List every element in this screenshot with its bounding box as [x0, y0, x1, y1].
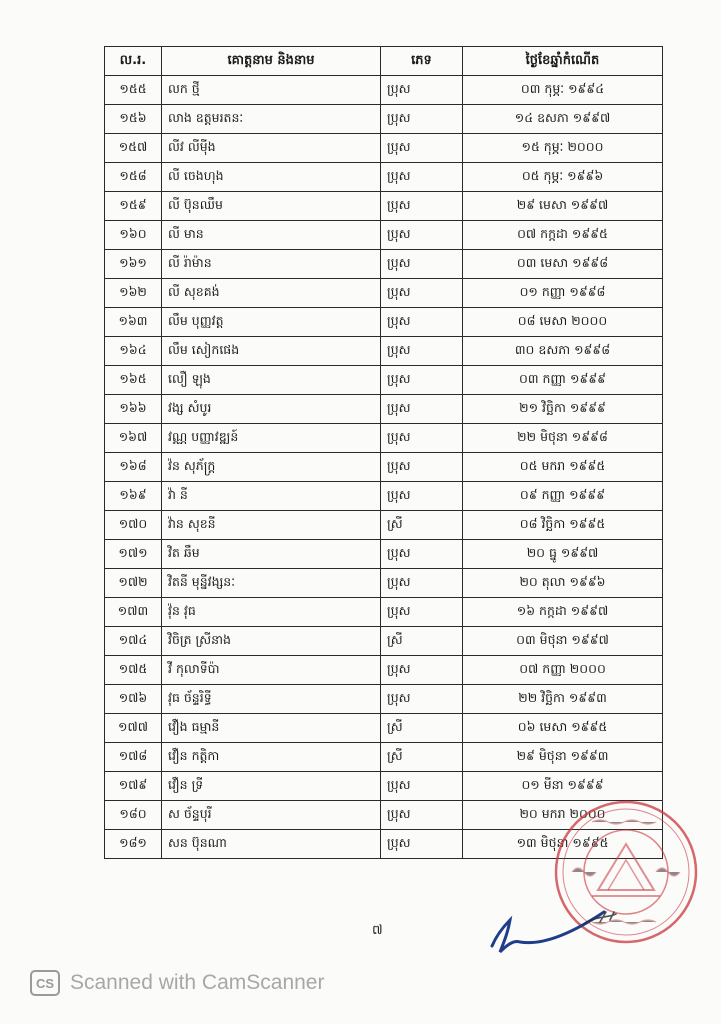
- student-name: លឿ ឡុង: [162, 366, 381, 395]
- table-row: [105, 163, 663, 192]
- student-birthdate: ០១ កញ្ញា ១៩៩៨: [463, 279, 663, 308]
- row-number: ១៦៥: [105, 366, 162, 395]
- row-number: ១៥៩: [105, 192, 162, 221]
- student-sex: ប្រុស: [381, 337, 463, 366]
- row-number: ១៦៩: [105, 482, 162, 511]
- row-number: ១៧៨: [105, 743, 162, 772]
- student-birthdate: ០៣ កញ្ញា ១៩៩៩: [463, 366, 663, 395]
- student-name: លីវ លីម៉ីង: [162, 134, 381, 163]
- row-number: ១៧១: [105, 540, 162, 569]
- student-birthdate: ០៨ មេសា ២០០០: [463, 308, 663, 337]
- column-header-name: គោត្តនាម និងនាម: [162, 47, 381, 76]
- row-number: ១៦៣: [105, 308, 162, 337]
- student-birthdate: ០៣ មិថុនា ១៩៩៧: [463, 627, 663, 656]
- student-name: លី ប៊ុនឈឹម: [162, 192, 381, 221]
- student-sex: ស្រី: [381, 627, 463, 656]
- table-row: [105, 453, 663, 482]
- table-row: [105, 424, 663, 453]
- student-name: លក ថ្មី: [162, 76, 381, 105]
- student-birthdate: ១៥ កុម្ភៈ ២០០០: [463, 134, 663, 163]
- signature-icon: [484, 902, 624, 962]
- student-name: វី កុលាទីប៉ា: [162, 656, 381, 685]
- table-row: [105, 627, 663, 656]
- row-number: ១៦៧: [105, 424, 162, 453]
- student-birthdate: ០៦ មេសា ១៩៩៥: [463, 714, 663, 743]
- table-row: [105, 772, 663, 801]
- student-name: លី មាន: [162, 221, 381, 250]
- student-name: វិចិត្រ ស្រីនាង: [162, 627, 381, 656]
- student-birthdate: ២០ តុលា ១៩៩៦: [463, 569, 663, 598]
- row-number: ១៧៧: [105, 714, 162, 743]
- table-row: [105, 482, 663, 511]
- student-sex: ប្រុស: [381, 685, 463, 714]
- student-name: វ៉ន សុភ័ក្ត្រ: [162, 453, 381, 482]
- student-sex: ប្រុស: [381, 192, 463, 221]
- student-sex: ស្រី: [381, 714, 463, 743]
- column-header-sex: ភេទ: [381, 47, 463, 76]
- row-number: ១៧៣: [105, 598, 162, 627]
- student-birthdate: ០៧ កក្កដា ១៩៩៥: [463, 221, 663, 250]
- student-name: លី រ៉ាម៉ាន: [162, 250, 381, 279]
- table-row: [105, 337, 663, 366]
- camscanner-logo-icon: CS: [30, 970, 60, 996]
- column-header-birthdate: ថ្ងៃខែឆ្នាំកំណើត: [463, 47, 663, 76]
- student-birthdate: ២២ វិច្ឆិកា ១៩៩៣: [463, 685, 663, 714]
- table-row: [105, 685, 663, 714]
- student-birthdate: ១៦ កក្កដា ១៩៩៧: [463, 598, 663, 627]
- student-name: សន ប៊ុនណា: [162, 830, 381, 859]
- student-name: វឿង ធម្មានី: [162, 714, 381, 743]
- student-birthdate: ០៩ កញ្ញា ១៩៩៩: [463, 482, 663, 511]
- student-name: លឹម បុញ្ញវត្ត: [162, 308, 381, 337]
- table-body: [105, 76, 663, 859]
- table-row: [105, 250, 663, 279]
- student-name: វណ្ណ បញ្ញាវឌ្ឍន៍: [162, 424, 381, 453]
- student-name: វ៉ុន វុធ: [162, 598, 381, 627]
- student-sex: ស្រី: [381, 743, 463, 772]
- table-row: [105, 192, 663, 221]
- student-birthdate: ០៨ វិច្ឆិកា ១៩៩៥: [463, 511, 663, 540]
- student-name: លី ចេងហុង: [162, 163, 381, 192]
- student-name: វឿន កត្តិកា: [162, 743, 381, 772]
- student-name: លី សុខគង់: [162, 279, 381, 308]
- student-birthdate: ២០ ធ្នូ ១៩៩៧: [463, 540, 663, 569]
- student-name: វង្ស សំបូរ: [162, 395, 381, 424]
- student-sex: ប្រុស: [381, 801, 463, 830]
- row-number: ១៥៧: [105, 134, 162, 163]
- row-number: ១៧៩: [105, 772, 162, 801]
- row-number: ១៧៥: [105, 656, 162, 685]
- table-row: [105, 511, 663, 540]
- page-number: ៧: [372, 923, 383, 938]
- table-row: [105, 105, 663, 134]
- student-sex: ប្រុស: [381, 366, 463, 395]
- student-birthdate: ២៩ មេសា ១៩៩៧: [463, 192, 663, 221]
- table-row: [105, 569, 663, 598]
- row-number: ១៧០: [105, 511, 162, 540]
- row-number: ១៧៦: [105, 685, 162, 714]
- student-birthdate: ២២ មិថុនា ១៩៩៨: [463, 424, 663, 453]
- student-sex: ប្រុស: [381, 250, 463, 279]
- student-sex: ប្រុស: [381, 163, 463, 192]
- student-sex: ប្រុស: [381, 656, 463, 685]
- student-sex: ប្រុស: [381, 134, 463, 163]
- table-row: [105, 714, 663, 743]
- row-number: ១៨១: [105, 830, 162, 859]
- row-number: ១៥៥: [105, 76, 162, 105]
- student-birthdate: ០៥ មករា ១៩៩៥: [463, 453, 663, 482]
- student-name: វុធ ច័ន្ទរិទ្ធី: [162, 685, 381, 714]
- column-header-number: ល.រ.: [105, 47, 162, 76]
- row-number: ១៦១: [105, 250, 162, 279]
- student-sex: ប្រុស: [381, 569, 463, 598]
- student-birthdate: ០១ មីនា ១៩៩៩: [463, 772, 663, 801]
- camscanner-watermark: [30, 970, 324, 996]
- student-sex: ប្រុស: [381, 830, 463, 859]
- student-birthdate: ១៣ មិថុនា ១៩៩៥: [463, 830, 663, 859]
- table-row: [105, 308, 663, 337]
- student-name: វឿន ទ្រី: [162, 772, 381, 801]
- student-sex: ប្រុស: [381, 279, 463, 308]
- student-birthdate: ០៧ កញ្ញា ២០០០: [463, 656, 663, 685]
- table-row: [105, 76, 663, 105]
- student-name: ស ច័ន្ទបុរី: [162, 801, 381, 830]
- table-row: [105, 221, 663, 250]
- row-number: ១៦២: [105, 279, 162, 308]
- row-number: ១៦៦: [105, 395, 162, 424]
- student-sex: ប្រុស: [381, 424, 463, 453]
- student-sex: ប្រុស: [381, 598, 463, 627]
- student-sex: ប្រុស: [381, 540, 463, 569]
- student-birthdate: ២០ មករា ២០០០: [463, 801, 663, 830]
- row-number: ១៦០: [105, 221, 162, 250]
- table-header-row: [105, 47, 663, 76]
- row-number: ១៧៤: [105, 627, 162, 656]
- table-row: [105, 540, 663, 569]
- student-name: លឹម សៀកផេង: [162, 337, 381, 366]
- student-birthdate: ០៣ កុម្ភៈ ១៩៩៤: [463, 76, 663, 105]
- camscanner-text: Scanned with CamScanner: [70, 971, 325, 994]
- student-birthdate: ០៣ មេសា ១៩៩៨: [463, 250, 663, 279]
- table-row: [105, 279, 663, 308]
- student-name: វ៉ា នី: [162, 482, 381, 511]
- student-sex: ប្រុស: [381, 105, 463, 134]
- student-sex: ប្រុស: [381, 772, 463, 801]
- student-name: វ៉ាន សុខនី: [162, 511, 381, 540]
- student-birthdate: ១៤ ឧសភា ១៩៩៧: [463, 105, 663, 134]
- student-birthdate: ២១ វិច្ឆិកា ១៩៩៩: [463, 395, 663, 424]
- student-sex: ប្រុស: [381, 221, 463, 250]
- student-roster-table: [104, 46, 663, 859]
- student-sex: ស្រី: [381, 511, 463, 540]
- student-sex: ប្រុស: [381, 76, 463, 105]
- student-birthdate: ៣០ ឧសភា ១៩៩៨: [463, 337, 663, 366]
- table-row: [105, 598, 663, 627]
- student-birthdate: ០៥ កុម្ភៈ ១៩៩៦: [463, 163, 663, 192]
- student-sex: ប្រុស: [381, 453, 463, 482]
- table-row: [105, 395, 663, 424]
- table-row: [105, 743, 663, 772]
- student-name: លាង ឧត្តមរតនៈ: [162, 105, 381, 134]
- table-row: [105, 366, 663, 395]
- row-number: ១៥៦: [105, 105, 162, 134]
- student-name: វិតនី មុន្នីវង្សនៈ: [162, 569, 381, 598]
- student-name: វិត ឆឹម: [162, 540, 381, 569]
- row-number: ១៧២: [105, 569, 162, 598]
- row-number: ១៦៤: [105, 337, 162, 366]
- student-birthdate: ២៩ មិថុនា ១៩៩៣: [463, 743, 663, 772]
- row-number: ១៨០: [105, 801, 162, 830]
- table-row: [105, 656, 663, 685]
- table-row: [105, 134, 663, 163]
- student-sex: ប្រុស: [381, 308, 463, 337]
- student-sex: ប្រុស: [381, 482, 463, 511]
- student-sex: ប្រុស: [381, 395, 463, 424]
- row-number: ១៦៨: [105, 453, 162, 482]
- row-number: ១៥៨: [105, 163, 162, 192]
